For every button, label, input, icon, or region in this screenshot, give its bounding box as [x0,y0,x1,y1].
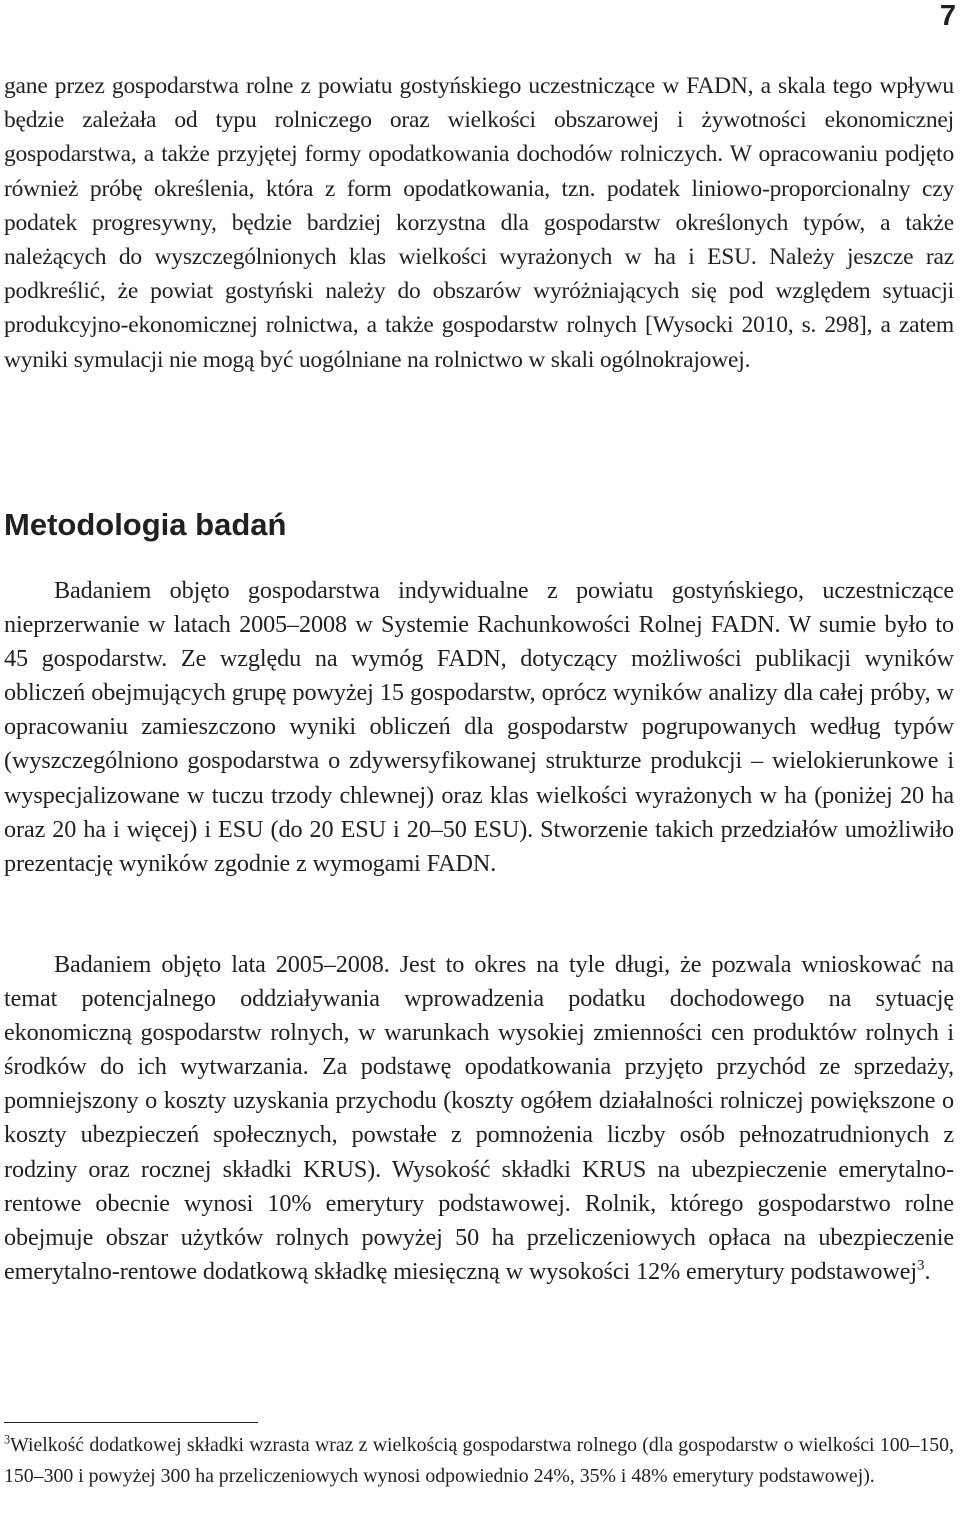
paragraph-period-end: . [924,1257,931,1285]
paragraph-period [4,948,954,1289]
footnote-text: Wielkość dodatkowej składki wzrasta wraz z wielkością gospodarstwa rolnego (dla gospodarstw o wielkości 100–150, 150–300 i powyżej 300 ha przeliczeniowych wynosi odpowiednio 24%, 35% i 48% emerytury podstawowej). [4,1434,954,1487]
footnote-divider [4,1422,258,1423]
paragraph-period-text: Badaniem objęto lata 2005–2008. Jest to okres na tyle długi, że pozwala wnioskować na temat potencjalnego oddziaływania wprowadzenia podatku dochodowego na sytuację ekonomiczną gospodarstw rolnych, w warunkach wysokiej zmienności cen produktów rolnych i środków do ich wytwarzania. Za podstawę opodatkowania przyjęto przychód ze sprzedaży, pomniejszony o koszty uzyskania przychodu (koszty ogółem działalności rolniczej powiększone o koszty ubezpieczeń społecznych, powstałe z pomnożenia liczby osób pełnozatrudnionych z rodziny oraz rocznej składki KRUS). Wysokość składki KRUS na ubezpieczenie emerytalno-rentowe obecnie wynosi 10% emerytury podstawowej. Rolnik, którego gospodarstwo rolne obejmuje obszar użytków rolnych powyżej 50 ha przeliczeniowych opłaca na ubezpieczenie emerytalno-rentowe dodatkową składkę miesięczną w wysokości 12% emerytury podstawowej [4,951,954,1285]
footnote [4,1430,954,1492]
footnote-marker: 3 [4,1432,11,1447]
page-number: 7 [939,0,956,32]
paragraph-methodology: Badaniem objęto gospodarstwa indywidualne z powiatu gostyńskiego, uczestniczące nieprzerwanie w latach 2005–2008 w Systemie Rachunkowości Rolnej FADN. W sumie było to 45 gospodarstw. Ze względu na wymóg FADN, dotyczący możliwości publikacji wyników obliczeń obejmujących grupę powyżej 15 gospodarstw, oprócz wyników analizy dla całej próby, w opracowaniu zamieszczono wyniki obliczeń dla gospodarstw pogrupowanych według typów (wyszczególniono gospodarstwa o zdywersyfikowanej strukturze produkcji – wielokierunkowe i wyspecjalizowane w tuczu trzody chlewnej) oraz klas wielkości wyrażonych w ha (poniżej 20 ha oraz 20 ha i więcej) i ESU (do 20 ESU i 20–50 ESU). Stworzenie takich przedziałów umożliwiło prezentację wyników zgodnie z wymogami FADN. [4,577,954,877]
paragraph-intro: gane przez gospodarstwa rolne z powiatu gostyńskiego uczestniczące w FADN, a skala tego wpływu będzie zależała od typu rolniczego oraz wielkości obszarowej i żywotności ekonomicznej gospodarstwa, a także przyjętej formy opodatkowania dochodów rolniczych. W opracowaniu podjęto również próbę określenia, która z form opodatkowania, tzn. podatek liniowo-proporcionalny czy podatek progresywny, będzie bardziej korzystna dla gospodarstw określonych typów, a także należących do wyszczególnionych klas wielkości wyrażonych w ha i ESU. Należy jeszcze raz podkreślić, że powiat gostyński należy do obszarów wyróżniających się pod względem sytuacji produkcyjno-ekonomicznej rolnictwa, a także gospodarstw rolnych [Wysocki 2010, s. 298], a zatem wyniki symulacji nie mogą być uogólniane na rolnictwo w skali ogólnokrajowej. [4,73,954,373]
footnote-reference[interactable]: 3 [917,1257,925,1274]
section-heading: Metodologia badań [4,507,287,542]
